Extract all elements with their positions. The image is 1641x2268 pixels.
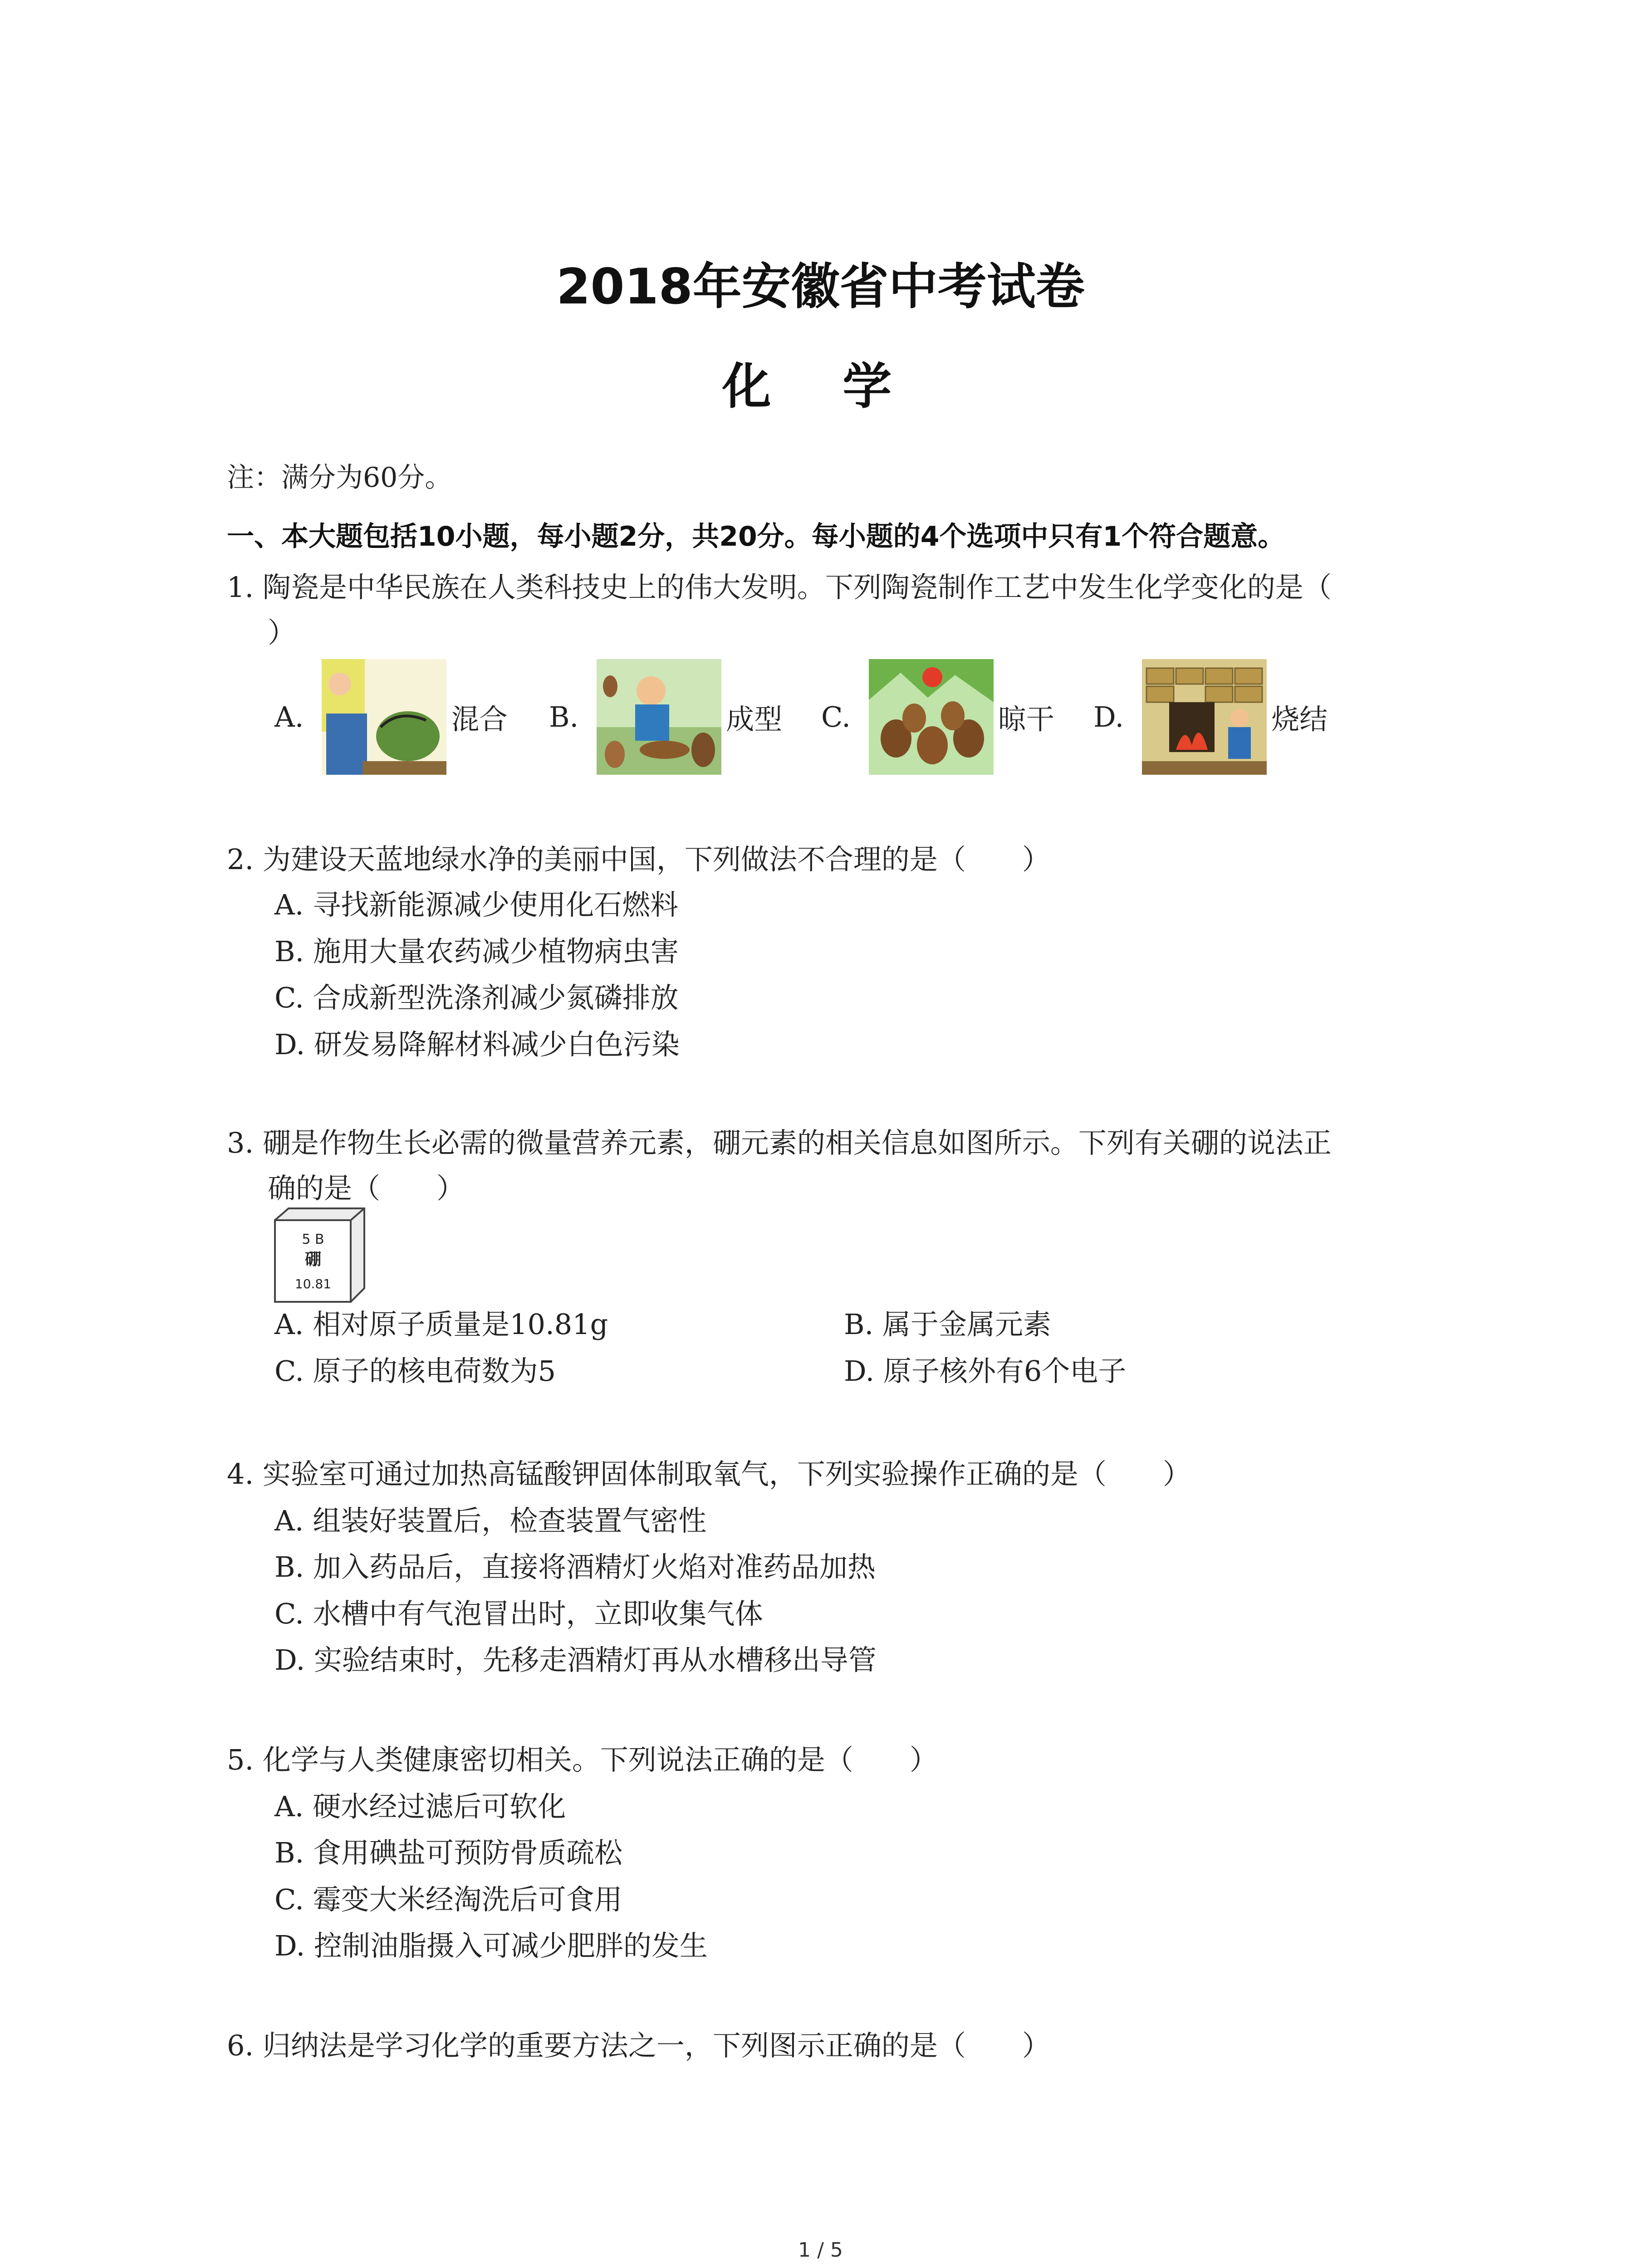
q5-option-d[interactable]: D. 控制油脂摄入可减少肥胖的发生 [274,1929,708,1962]
q2-option-d[interactable]: D. 研发易降解材料减少白色污染 [274,1028,680,1061]
q5-option-c[interactable]: C. 霉变大米经淘洗后可食用 [274,1883,622,1916]
q4-stem: 4. 实验室可通过加热高锰酸钾固体制取氧气，下列实验操作正确的是（ ） [227,1457,1191,1491]
q2-option-a[interactable]: A. 寻找新能源减少使用化石燃料 [274,888,679,921]
kiln-firing-icon [1142,659,1267,775]
subject-title: 化 学 [722,358,919,415]
q1-stem-line2: ） [268,616,296,649]
q1-option-a-letter: A. [274,700,304,733]
q1-option-b[interactable] [549,658,782,776]
q1-option-a[interactable] [274,658,508,776]
q1-option-b-label: 成型 [726,702,783,736]
boron-name: 硼 [304,1250,322,1269]
q5-option-b[interactable]: B. 食用碘盐可预防骨质疏松 [274,1836,622,1869]
q1-stem-line1: 1. 陶瓷是中华民族在人类科技史上的伟大发明。下列陶瓷制作工艺中发生化学变化的是（ [227,571,1332,604]
q1-option-b-letter: B. [549,700,579,733]
q3-option-d[interactable]: D. 原子核外有6个电子 [844,1354,1127,1388]
q5-option-a[interactable]: A. 硬水经过滤后可软化 [274,1790,566,1823]
q3-stem-line2: 确的是（ ） [268,1172,465,1205]
q3-option-a[interactable]: A. 相对原子质量是10.81g [274,1308,608,1341]
q1-option-c[interactable] [821,658,1054,776]
q1-option-a-label: 混合 [451,702,508,736]
exam-title: 2018年安徽省中考试卷 [556,259,1085,315]
q4-option-c[interactable]: C. 水槽中有气泡冒出时，立即收集气体 [274,1597,763,1630]
q2-stem: 2. 为建设天蓝地绿水净的美丽中国，下列做法不合理的是（ ） [227,843,1050,876]
q6-stem: 6. 归纳法是学习化学的重要方法之一，下列图示正确的是（ ） [227,2029,1050,2062]
q3-option-c[interactable]: C. 原子的核电荷数为5 [274,1354,556,1388]
q4-option-a[interactable]: A. 组装好装置后，检查装置气密性 [274,1504,707,1537]
page-number: 1 / 5 [798,2239,843,2262]
q1-option-d[interactable] [1093,658,1327,776]
q3-option-b[interactable]: B. 属于金属元素 [844,1308,1051,1341]
boron-number-symbol: 5 B [302,1232,324,1247]
boron-mass: 10.81 [294,1276,332,1291]
score-note: 注：满分为60分。 [227,462,452,494]
q3-stem-line1: 3. 硼是作物生长必需的微量营养元素，硼元素的相关信息如图所示。下列有关硼的说法正 [227,1126,1332,1159]
q1-option-c-letter: C. [821,700,851,733]
q4-option-d[interactable]: D. 实验结束时，先移走酒精灯再从水槽移出导管 [274,1643,877,1677]
q4-option-b[interactable]: B. 加入药品后，直接将酒精灯火焰对准药品加热 [274,1550,876,1584]
q5-stem: 5. 化学与人类健康密切相关。下列说法正确的是（ ） [227,1743,938,1776]
q2-option-c[interactable]: C. 合成新型洗涤剂减少氮磷排放 [274,981,679,1014]
section-heading: 一、本大题包括10小题，每小题2分，共20分。每小题的4个选项中只有1个符合题意。 [227,521,1285,552]
q1-option-d-letter: D. [1093,700,1124,733]
q1-option-d-label: 烧结 [1271,702,1328,736]
boron-element-card-icon [271,1207,367,1304]
potter-shaping-icon [597,659,721,775]
q1-option-c-label: 晾干 [998,702,1054,736]
potter-mixing-clay-icon [322,659,446,775]
pottery-drying-icon [869,659,994,775]
q2-option-b[interactable]: B. 施用大量农药减少植物病虫害 [274,935,679,968]
